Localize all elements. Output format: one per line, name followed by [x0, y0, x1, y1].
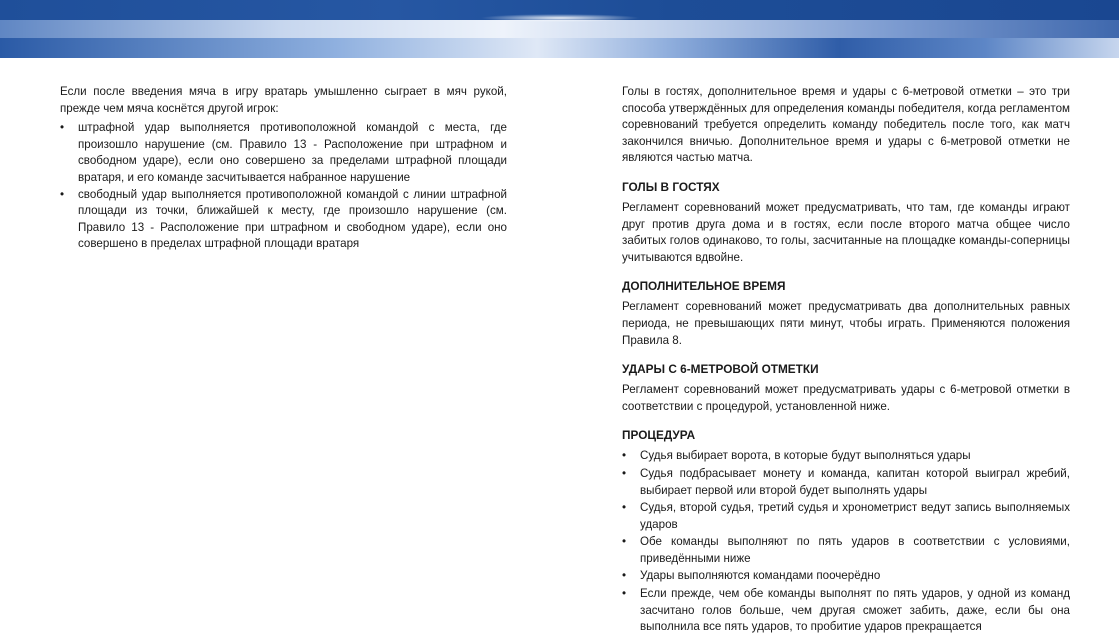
right-intro-paragraph: Голы в гостях, дополнительное время и удары с 6-метровой отметки – это три способа утверждённых для определения команды победителя, когда регламентом соревнований требуется определить команду победитель после того, как матч закончился вничью. Дополнительное время и удары с 6-метровой отметки не являются частью матча.: [622, 85, 1070, 165]
list-item: [60, 187, 507, 253]
list-item-text: Если прежде, чем обе команды выполнят по пять ударов, у одной из команд засчитано голов больше, чем другая сможет забить, даже, если бы она выполнила все пять ударов, то пробитие ударов прекращается: [640, 587, 1070, 634]
section-heading-away-goals: ГОЛЫ В ГОСТЯХ: [622, 179, 720, 194]
list-item-text: штрафной удар выполняется противоположной командой с места, где произошло нарушение (см. Правило 13 - Расположение при штрафном и свободном ударе), если оно совершено за пределами штрафной площади вратаря, и его команде засчитывается набранное нарушение: [78, 121, 507, 184]
left-bullet-list: [60, 120, 507, 253]
section-heading-extra-time: ДОПОЛНИТЕЛЬНОЕ ВРЕМЯ: [622, 279, 786, 294]
section-heading-penalties: УДАРЫ С 6-МЕТРОВОЙ ОТМЕТКИ: [622, 362, 819, 377]
section-heading-procedure: ПРОЦЕДУРА: [622, 428, 696, 443]
list-item-text: Судья, второй судья, третий судья и хронометрист ведут запись выполняемых ударов: [640, 501, 1070, 531]
section-text-extra-time: Регламент соревнований может предусматривать два дополнительных равных периода, не превышающих пяти минут, чтобы играть. Применяются положения Правила 8.: [622, 300, 1070, 347]
bullet-icon: •: [622, 569, 627, 583]
list-item-text: Судья выбирает ворота, в которые будут выполняться удары: [640, 449, 971, 463]
bullet-icon: •: [622, 449, 627, 463]
left-intro-paragraph: Если после введения мяча в игру вратарь умышленно сыграет в мяч рукой, прежде чем мяча коснётся другой игрок:: [60, 85, 507, 115]
bullet-icon: •: [622, 466, 627, 480]
banner-band-bottom: [0, 38, 1119, 58]
bullet-icon: •: [60, 187, 65, 201]
procedure-bullet-list: [622, 448, 1070, 636]
bullet-icon: •: [622, 501, 627, 515]
left-column: [60, 84, 507, 253]
list-item-text: Удары выполняются командами поочерёдно: [640, 569, 881, 583]
right-column: [622, 84, 1070, 637]
bullet-icon: •: [622, 587, 627, 601]
list-item-text: свободный удар выполняется противоположной командой с линии штрафной площади из точки, ближайшей к месту, где произошло нарушение (см. Правило 13 - Расположение при штрафном и свободном ударе), если оно совершено в пределах штрафной площади вратаря: [78, 187, 507, 251]
list-item: [622, 500, 1070, 533]
bullet-icon: •: [622, 535, 627, 549]
banner-gleam: [480, 14, 640, 22]
bullet-icon: •: [60, 121, 65, 135]
list-item: [622, 586, 1070, 636]
list-item: [622, 534, 1070, 567]
header-banner: [0, 0, 1119, 58]
list-item-text: Обе команды выполняют по пять ударов в соответствии с условиями, приведёнными ниже: [640, 535, 1070, 565]
section-text-away-goals: Регламент соревнований может предусматривать, что там, где команды играют друг против друга дома и в гостях, если после второго матча общее число забитых голов одинаково, то голы, засчитанные на площадке команды-соперницы учитываются вдвойне.: [622, 200, 1070, 264]
list-item: [622, 448, 1070, 465]
list-item: [622, 466, 1070, 499]
section-text-penalties: Регламент соревнований может предусматривать удары с 6-метровой отметки в соответствии с процедурой, установленной ниже.: [622, 383, 1070, 413]
list-item: [60, 120, 507, 186]
list-item-text: Судья подбрасывает монету и команда, капитан которой выиграл жребий, выбирает первой или второй будет выполнять удары: [640, 466, 1070, 497]
list-item: [622, 568, 1070, 585]
banner-band-middle: [0, 20, 1119, 38]
